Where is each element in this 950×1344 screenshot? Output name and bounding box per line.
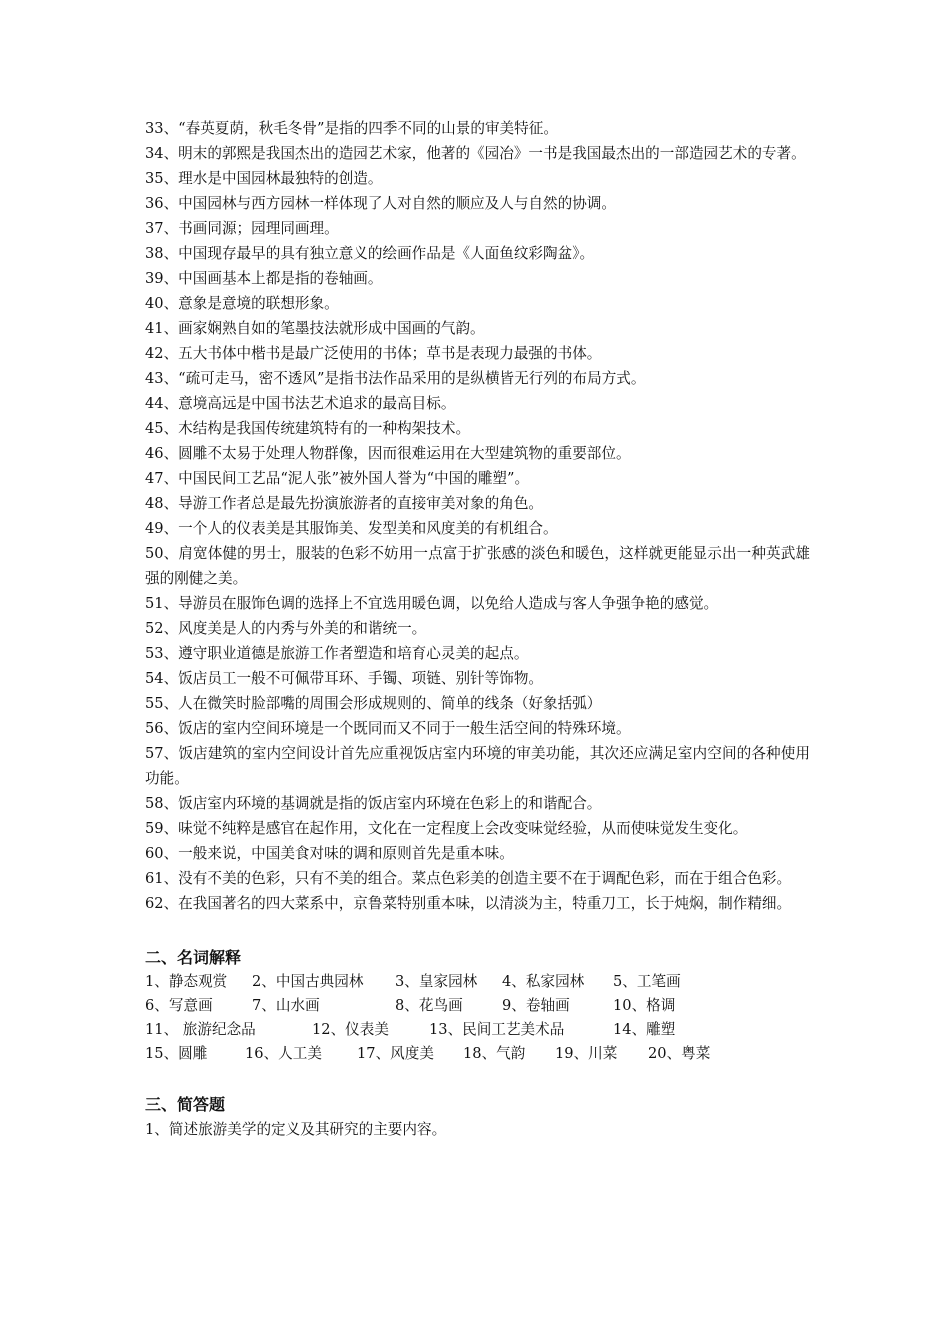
statement-item: 51、导游员在服饰色调的选择上不宜选用暖色调，以免给人造成与客人争强争艳的感觉。 <box>145 595 719 612</box>
statement-item: 41、画家娴熟自如的笔墨技法就形成中国画的气韵。 <box>145 320 485 337</box>
statement-item: 45、木结构是我国传统建筑特有的一种构架技术。 <box>145 420 471 437</box>
term-item: 13、民间工艺美术品 <box>429 1021 565 1038</box>
statement-item: 59、味觉不纯粹是感官在起作用，文化在一定程度上会改变味觉经验，从而使味觉发生变化。 <box>145 820 748 837</box>
document-page <box>145 116 810 1142</box>
term-item: 11、 旅游纪念品 <box>145 1021 256 1038</box>
statement-item: 42、五大书体中楷书是最广泛使用的书体；草书是表现力最强的书体。 <box>145 345 602 362</box>
term-item: 20、粤菜 <box>648 1045 711 1062</box>
term-item: 18、气韵 <box>463 1045 526 1062</box>
term-item: 2、中国古典园林 <box>252 973 364 990</box>
terms-row <box>145 970 810 994</box>
term-item: 16、人工美 <box>245 1045 322 1062</box>
term-item: 10、格调 <box>613 997 676 1014</box>
term-item: 17、风度美 <box>357 1045 434 1062</box>
term-item: 15、圆雕 <box>145 1045 208 1062</box>
term-item: 8、花鸟画 <box>395 997 463 1014</box>
term-item: 12、仪表美 <box>312 1021 389 1038</box>
short-answer-list <box>145 1117 810 1142</box>
term-item: 5、工笔画 <box>613 973 681 990</box>
terms-row <box>145 1018 810 1042</box>
term-item: 14、雕塑 <box>613 1021 676 1038</box>
section-heading-terms: 二、名词解释 <box>145 948 242 967</box>
term-item: 4、私家园林 <box>502 973 585 990</box>
term-item: 19、川菜 <box>555 1045 618 1062</box>
statement-item: 52、风度美是人的内秀与外美的和谐统一。 <box>145 620 427 637</box>
statement-item: 61、没有不美的色彩，只有不美的组合。菜点色彩美的创造主要不在于调配色彩，而在于组合色彩。 <box>145 870 792 887</box>
term-item: 1、静态观赏 <box>145 973 228 990</box>
statement-item: 34、明末的郭熙是我国杰出的造园艺术家，他著的《园冶》一书是我国最杰出的一部造园艺术的专著。 <box>145 145 806 162</box>
statement-item: 49、一个人的仪表美是其服饰美、发型美和风度美的有机组合。 <box>145 520 558 537</box>
statement-item: 50、肩宽体健的男士，服装的色彩不妨用一点富于扩张感的淡色和暖色，这样就更能显示出一种英武雄强的刚健之美。 <box>145 545 810 587</box>
term-item: 6、写意画 <box>145 997 213 1014</box>
statement-item: 43、“疏可走马，密不透风”是指书法作品采用的是纵横皆无行列的布局方式。 <box>145 370 646 387</box>
terms-row <box>145 994 810 1018</box>
term-item: 3、皇家园林 <box>395 973 478 990</box>
statement-item: 54、饭店员工一般不可佩带耳环、手镯、项链、别针等饰物。 <box>145 670 544 687</box>
statement-item: 57、饭店建筑的室内空间设计首先应重视饭店室内环境的审美功能，其次还应满足室内空间的各种使用功能。 <box>145 745 810 787</box>
statement-item: 44、意境高远是中国书法艺术追求的最高目标。 <box>145 395 456 412</box>
statement-item: 39、中国画基本上都是指的卷轴画。 <box>145 270 383 287</box>
statement-item: 55、人在微笑时脸部嘴的周围会形成规则的、简单的线条（好象括弧） <box>145 695 602 712</box>
statement-item: 53、遵守职业道德是旅游工作者塑造和培育心灵美的起点。 <box>145 645 529 662</box>
statement-item: 33、“春英夏荫，秋毛冬骨”是指的四季不同的山景的审美特征。 <box>145 120 558 137</box>
statement-item: 48、导游工作者总是最先扮演旅游者的直接审美对象的角色。 <box>145 495 544 512</box>
statement-item: 36、中国园林与西方园林一样体现了人对自然的顺应及人与自然的协调。 <box>145 195 616 212</box>
statement-item: 37、书画同源；园理同画理。 <box>145 220 339 237</box>
term-item: 9、卷轴画 <box>502 997 570 1014</box>
section-heading-short-answer: 三、简答题 <box>145 1095 226 1114</box>
true-false-statements-list <box>145 116 810 916</box>
terms-list <box>145 970 810 1066</box>
statement-item: 35、理水是中国园林最独特的创造。 <box>145 170 383 187</box>
statement-item: 60、一般来说，中国美食对味的调和原则首先是重本味。 <box>145 845 514 862</box>
statement-item: 38、中国现存最早的具有独立意义的绘画作品是《人面鱼纹彩陶盆》。 <box>145 245 595 262</box>
statement-item: 47、中国民间工艺品“泥人张”被外国人誉为“中国的雕塑”。 <box>145 470 530 487</box>
short-answer-item: 1、简述旅游美学的定义及其研究的主要内容。 <box>145 1121 447 1138</box>
statement-item: 58、饭店室内环境的基调就是指的饭店室内环境在色彩上的和谐配合。 <box>145 795 602 812</box>
statement-item: 40、意象是意境的联想形象。 <box>145 295 339 312</box>
statement-item: 56、饭店的室内空间环境是一个既同而又不同于一般生活空间的特殊环境。 <box>145 720 631 737</box>
terms-row <box>145 1042 810 1066</box>
statement-item: 62、在我国著名的四大菜系中，京鲁菜特别重本味，以清淡为主，特重刀工，长于炖焖，制作精细。 <box>145 895 792 912</box>
statement-item: 46、圆雕不太易于处理人物群像，因而很难运用在大型建筑物的重要部位。 <box>145 445 631 462</box>
term-item: 7、山水画 <box>252 997 320 1014</box>
